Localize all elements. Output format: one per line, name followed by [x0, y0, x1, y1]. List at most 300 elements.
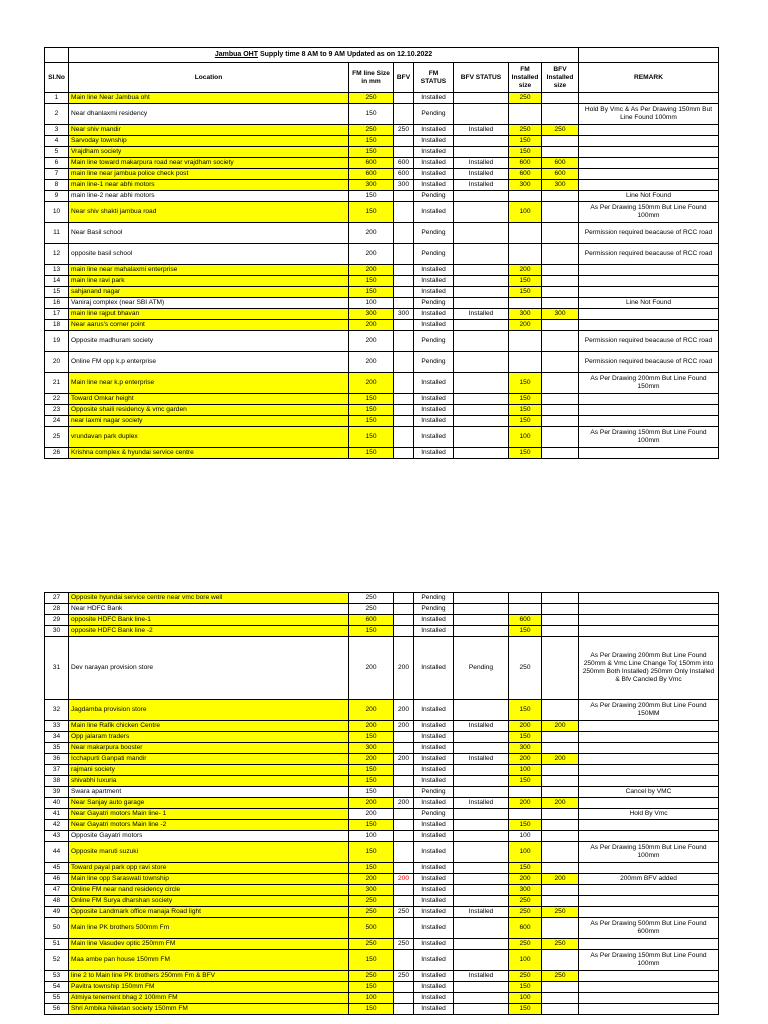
cell-remark — [579, 136, 719, 147]
cell-bfv-installed-size — [542, 765, 579, 776]
cell-fm-installed-size: 600 — [509, 918, 542, 939]
cell-location: Near aarus's corner point — [69, 320, 349, 331]
cell-bfv — [394, 863, 414, 874]
cell-slno: 4 — [45, 136, 69, 147]
cell-fm-status: Pending — [414, 593, 454, 604]
cell-remark — [579, 615, 719, 626]
header-remark: REMARK — [579, 63, 719, 93]
cell-remark — [579, 820, 719, 831]
cell-remark: Permission required beacause of RCC road — [579, 223, 719, 244]
cell-location: opposite HDFC Bank line-1 — [69, 615, 349, 626]
cell-fm-installed-size: 200 — [509, 320, 542, 331]
cell-bfv: 250 — [394, 939, 414, 950]
cell-slno: 26 — [45, 448, 69, 459]
cell-fm-line-size: 300 — [349, 309, 394, 320]
cell-fm-line-size: 200 — [349, 809, 394, 820]
cell-bfv-installed-size — [542, 820, 579, 831]
cell-location: Main line Vasudev optic 250mm FM — [69, 939, 349, 950]
cell-bfv — [394, 352, 414, 373]
cell-fm-installed-size — [509, 104, 542, 125]
cell-bfv — [394, 104, 414, 125]
cell-fm-installed-size: 200 — [509, 798, 542, 809]
cell-slno: 45 — [45, 863, 69, 874]
cell-bfv-status — [454, 626, 509, 637]
cell-fm-installed-size: 150 — [509, 700, 542, 721]
cell-remark — [579, 896, 719, 907]
cell-slno: 30 — [45, 626, 69, 637]
cell-fm-line-size: 250 — [349, 125, 394, 136]
cell-fm-status: Installed — [414, 732, 454, 743]
cell-bfv-installed-size — [542, 896, 579, 907]
cell-bfv — [394, 276, 414, 287]
cell-location: Opposite Gayatri motors — [69, 831, 349, 842]
cell-fm-status: Installed — [414, 993, 454, 1004]
cell-fm-status: Installed — [414, 896, 454, 907]
table-row — [45, 798, 719, 809]
cell-fm-line-size: 150 — [349, 416, 394, 427]
cell-location: Near makarpura booster — [69, 743, 349, 754]
cell-bfv-installed-size — [542, 604, 579, 615]
cell-fm-installed-size: 300 — [509, 743, 542, 754]
cell-slno: 55 — [45, 993, 69, 1004]
cell-bfv-status — [454, 416, 509, 427]
cell-fm-installed-size: 150 — [509, 147, 542, 158]
cell-bfv — [394, 765, 414, 776]
cell-slno: 32 — [45, 700, 69, 721]
cell-fm-line-size: 200 — [349, 874, 394, 885]
cell-fm-line-size: 600 — [349, 158, 394, 169]
title-rest: Supply time 8 AM to 9 AM Updated as on 12.10.2022 — [258, 51, 433, 58]
cell-bfv-status — [454, 265, 509, 276]
cell-bfv-status — [454, 776, 509, 787]
cell-fm-line-size: 150 — [349, 982, 394, 993]
cell-fm-line-size: 250 — [349, 896, 394, 907]
cell-bfv — [394, 427, 414, 448]
cell-slno: 5 — [45, 147, 69, 158]
cell-fm-status: Installed — [414, 721, 454, 732]
cell-bfv — [394, 331, 414, 352]
cell-bfv: 600 — [394, 169, 414, 180]
cell-bfv-installed-size — [542, 394, 579, 405]
cell-bfv — [394, 842, 414, 863]
cell-bfv-installed-size: 600 — [542, 169, 579, 180]
cell-bfv-status — [454, 820, 509, 831]
cell-location: Icchapurti Ganpati mandir — [69, 754, 349, 765]
cell-remark — [579, 158, 719, 169]
cell-location: sahjanand nagar — [69, 287, 349, 298]
cell-bfv-installed-size — [542, 626, 579, 637]
cell-fm-line-size: 150 — [349, 287, 394, 298]
cell-fm-line-size: 250 — [349, 93, 394, 104]
cell-fm-installed-size: 150 — [509, 394, 542, 405]
cell-bfv-installed-size: 200 — [542, 754, 579, 765]
title-prefix: Jambua OHT — [214, 51, 259, 58]
table-row — [45, 721, 719, 732]
cell-bfv-status: Installed — [454, 158, 509, 169]
cell-fm-line-size: 150 — [349, 405, 394, 416]
cell-remark — [579, 798, 719, 809]
cell-bfv: 300 — [394, 180, 414, 191]
table-row — [45, 416, 719, 427]
cell-location: Near HDFC Bank — [69, 604, 349, 615]
cell-fm-installed-size — [509, 244, 542, 265]
cell-fm-status: Installed — [414, 885, 454, 896]
cell-bfv-installed-size — [542, 831, 579, 842]
cell-remark — [579, 287, 719, 298]
cell-location: main line near mahalaxmi enterprise — [69, 265, 349, 276]
cell-location: Opposite Landmark office manaja Road light — [69, 907, 349, 918]
cell-slno: 34 — [45, 732, 69, 743]
table-row — [45, 971, 719, 982]
cell-bfv-installed-size: 250 — [542, 971, 579, 982]
cell-bfv-status: Pending — [454, 637, 509, 700]
cell-fm-status: Installed — [414, 765, 454, 776]
cell-fm-installed-size: 150 — [509, 287, 542, 298]
cell-location: Toward Omkar height — [69, 394, 349, 405]
table-row — [45, 448, 719, 459]
cell-fm-status: Installed — [414, 169, 454, 180]
cell-slno: 16 — [45, 298, 69, 309]
cell-fm-line-size: 150 — [349, 136, 394, 147]
table-row — [45, 147, 719, 158]
cell-location: Near Sanjay auto garage — [69, 798, 349, 809]
cell-remark: As Per Drawing 500mm But Line Found 600mm — [579, 918, 719, 939]
table-row — [45, 874, 719, 885]
cell-fm-installed-size: 600 — [509, 615, 542, 626]
cell-bfv-status: Installed — [454, 125, 509, 136]
cell-fm-installed-size: 600 — [509, 169, 542, 180]
cell-fm-status: Installed — [414, 842, 454, 863]
cell-bfv — [394, 743, 414, 754]
cell-location: main line ravi park — [69, 276, 349, 287]
cell-fm-line-size: 300 — [349, 885, 394, 896]
table-row — [45, 244, 719, 265]
cell-slno: 56 — [45, 1004, 69, 1015]
cell-fm-line-size: 150 — [349, 776, 394, 787]
cell-location: Near Gayatri motors Main line -2 — [69, 820, 349, 831]
cell-fm-status: Installed — [414, 615, 454, 626]
cell-bfv — [394, 732, 414, 743]
cell-slno: 29 — [45, 615, 69, 626]
cell-fm-line-size: 200 — [349, 798, 394, 809]
cell-slno: 21 — [45, 373, 69, 394]
table-row — [45, 604, 719, 615]
cell-bfv-status — [454, 993, 509, 1004]
cell-fm-status: Installed — [414, 874, 454, 885]
cell-fm-line-size: 100 — [349, 831, 394, 842]
cell-location: Online FM Surya dharshan society — [69, 896, 349, 907]
cell-bfv-installed-size — [542, 93, 579, 104]
cell-slno: 48 — [45, 896, 69, 907]
table-row — [45, 93, 719, 104]
cell-fm-line-size: 250 — [349, 593, 394, 604]
cell-remark — [579, 939, 719, 950]
header-location: Location — [69, 63, 349, 93]
cell-fm-line-size: 250 — [349, 907, 394, 918]
cell-slno: 11 — [45, 223, 69, 244]
cell-location: main line-2 near abhi motors — [69, 191, 349, 202]
cell-fm-line-size: 300 — [349, 743, 394, 754]
cell-bfv — [394, 191, 414, 202]
cell-fm-installed-size — [509, 593, 542, 604]
cell-fm-installed-size: 250 — [509, 907, 542, 918]
cell-fm-installed-size: 150 — [509, 863, 542, 874]
cell-bfv-installed-size — [542, 993, 579, 1004]
cell-fm-line-size: 200 — [349, 754, 394, 765]
cell-bfv-status — [454, 394, 509, 405]
cell-fm-line-size: 250 — [349, 971, 394, 982]
cell-fm-status: Installed — [414, 1004, 454, 1015]
cell-fm-installed-size: 150 — [509, 982, 542, 993]
cell-fm-status: Installed — [414, 700, 454, 721]
cell-location: Maa ambe pan house 150mm FM — [69, 950, 349, 971]
cell-bfv-status — [454, 863, 509, 874]
cell-fm-installed-size: 150 — [509, 405, 542, 416]
cell-bfv-status — [454, 202, 509, 223]
cell-slno: 7 — [45, 169, 69, 180]
cell-fm-status: Installed — [414, 448, 454, 459]
cell-bfv: 200 — [394, 798, 414, 809]
cell-bfv-status — [454, 604, 509, 615]
cell-fm-status: Pending — [414, 104, 454, 125]
cell-location: rajmani society — [69, 765, 349, 776]
cell-fm-status: Installed — [414, 125, 454, 136]
table-row — [45, 352, 719, 373]
cell-location: main line near jambua police check post — [69, 169, 349, 180]
cell-bfv-status: Installed — [454, 309, 509, 320]
cell-bfv-status — [454, 136, 509, 147]
cell-slno: 44 — [45, 842, 69, 863]
cell-bfv-installed-size: 600 — [542, 158, 579, 169]
cell-remark — [579, 265, 719, 276]
cell-fm-installed-size: 150 — [509, 373, 542, 394]
table-row — [45, 180, 719, 191]
table-row — [45, 993, 719, 1004]
cell-location: Sarvoday township — [69, 136, 349, 147]
cell-fm-line-size: 150 — [349, 820, 394, 831]
cell-remark: Permission required beacause of RCC road — [579, 352, 719, 373]
cell-bfv-status — [454, 982, 509, 993]
cell-fm-line-size: 150 — [349, 765, 394, 776]
header-row — [45, 63, 719, 93]
table-row — [45, 637, 719, 700]
cell-bfv-status — [454, 427, 509, 448]
cell-bfv-status: Installed — [454, 907, 509, 918]
cell-location: Main line PK brothers 500mm Fm — [69, 918, 349, 939]
cell-fm-status: Pending — [414, 787, 454, 798]
cell-bfv — [394, 615, 414, 626]
cell-location: Near Basil school — [69, 223, 349, 244]
table-row — [45, 394, 719, 405]
cell-fm-line-size: 200 — [349, 373, 394, 394]
cell-fm-status: Installed — [414, 405, 454, 416]
cell-fm-status: Installed — [414, 394, 454, 405]
table-row — [45, 787, 719, 798]
cell-fm-line-size: 150 — [349, 842, 394, 863]
cell-fm-status: Installed — [414, 136, 454, 147]
cell-location: Near Gayatri motors Main line- 1 — [69, 809, 349, 820]
cell-bfv-status — [454, 842, 509, 863]
cell-fm-installed-size: 200 — [509, 265, 542, 276]
cell-bfv: 200 — [394, 754, 414, 765]
cell-fm-installed-size — [509, 191, 542, 202]
cell-slno: 52 — [45, 950, 69, 971]
cell-bfv — [394, 448, 414, 459]
table-row — [45, 885, 719, 896]
cell-location: Opposite shaili residency & vmc garden — [69, 405, 349, 416]
table-row — [45, 743, 719, 754]
cell-bfv-installed-size — [542, 373, 579, 394]
cell-bfv-status — [454, 405, 509, 416]
cell-bfv-status — [454, 939, 509, 950]
cell-remark — [579, 180, 719, 191]
cell-fm-line-size: 250 — [349, 604, 394, 615]
cell-bfv — [394, 787, 414, 798]
cell-bfv-installed-size: 250 — [542, 125, 579, 136]
table-row — [45, 427, 719, 448]
cell-remark: Permission required beacause of RCC road — [579, 244, 719, 265]
cell-fm-line-size: 150 — [349, 863, 394, 874]
cell-slno: 31 — [45, 637, 69, 700]
cell-remark — [579, 147, 719, 158]
cell-fm-line-size: 150 — [349, 191, 394, 202]
cell-fm-status: Installed — [414, 918, 454, 939]
cell-location: Online FM near nand residency circle — [69, 885, 349, 896]
table-row — [45, 863, 719, 874]
cell-bfv-installed-size — [542, 298, 579, 309]
cell-fm-status: Installed — [414, 754, 454, 765]
cell-location: Main line Near Jambua oht — [69, 93, 349, 104]
cell-fm-line-size: 100 — [349, 993, 394, 1004]
cell-bfv-status — [454, 732, 509, 743]
cell-slno: 39 — [45, 787, 69, 798]
cell-remark — [579, 169, 719, 180]
cell-fm-status: Installed — [414, 971, 454, 982]
cell-bfv-installed-size: 250 — [542, 907, 579, 918]
cell-location: opposite basil school — [69, 244, 349, 265]
cell-bfv-installed-size — [542, 809, 579, 820]
cell-fm-status: Installed — [414, 309, 454, 320]
cell-location: Opposite hyundai service centre near vmc bore well — [69, 593, 349, 604]
cell-location: Opposite madhuram society — [69, 331, 349, 352]
cell-fm-installed-size: 200 — [509, 874, 542, 885]
cell-fm-status: Installed — [414, 798, 454, 809]
cell-bfv-installed-size — [542, 191, 579, 202]
cell-fm-installed-size — [509, 809, 542, 820]
cell-bfv — [394, 820, 414, 831]
table-row — [45, 298, 719, 309]
cell-fm-status: Installed — [414, 276, 454, 287]
table-row — [45, 320, 719, 331]
cell-fm-installed-size — [509, 787, 542, 798]
cell-fm-installed-size — [509, 352, 542, 373]
cell-location: Main line opp Saraswati township — [69, 874, 349, 885]
cell-fm-installed-size: 250 — [509, 93, 542, 104]
cell-remark — [579, 754, 719, 765]
cell-bfv: 200 — [394, 721, 414, 732]
table-row — [45, 1004, 719, 1015]
cell-slno: 10 — [45, 202, 69, 223]
table-row — [45, 276, 719, 287]
cell-remark — [579, 776, 719, 787]
cell-slno: 27 — [45, 593, 69, 604]
table-row — [45, 918, 719, 939]
cell-bfv-status — [454, 93, 509, 104]
cell-bfv-installed-size — [542, 732, 579, 743]
cell-fm-installed-size: 150 — [509, 276, 542, 287]
cell-bfv-status — [454, 809, 509, 820]
cell-location: line 2 to Main line PK brothers 250mm Fm & BFV — [69, 971, 349, 982]
cell-fm-installed-size: 100 — [509, 842, 542, 863]
cell-bfv-status — [454, 885, 509, 896]
cell-bfv-status — [454, 874, 509, 885]
cell-fm-status: Installed — [414, 93, 454, 104]
cell-fm-installed-size: 150 — [509, 626, 542, 637]
cell-bfv-installed-size — [542, 593, 579, 604]
cell-bfv-installed-size — [542, 885, 579, 896]
table-row — [45, 223, 719, 244]
cell-bfv-status — [454, 896, 509, 907]
cell-location: Near dhanlaxmi residency — [69, 104, 349, 125]
cell-bfv: 200 — [394, 874, 414, 885]
cell-slno: 49 — [45, 907, 69, 918]
cell-fm-status: Installed — [414, 373, 454, 394]
cell-fm-installed-size: 100 — [509, 831, 542, 842]
cell-fm-status: Installed — [414, 202, 454, 223]
cell-remark — [579, 743, 719, 754]
cell-bfv-installed-size — [542, 331, 579, 352]
cell-fm-line-size: 150 — [349, 626, 394, 637]
cell-bfv-status — [454, 223, 509, 244]
cell-fm-status: Pending — [414, 604, 454, 615]
cell-bfv-installed-size — [542, 700, 579, 721]
cell-fm-installed-size: 150 — [509, 136, 542, 147]
cell-bfv-installed-size — [542, 244, 579, 265]
cell-slno: 47 — [45, 885, 69, 896]
cell-location: Opp jalaram traders — [69, 732, 349, 743]
cell-fm-installed-size: 250 — [509, 971, 542, 982]
table-row — [45, 202, 719, 223]
cell-fm-status: Installed — [414, 180, 454, 191]
cell-bfv-installed-size — [542, 147, 579, 158]
cell-fm-line-size: 600 — [349, 169, 394, 180]
cell-location: Vrajdham society — [69, 147, 349, 158]
cell-slno: 38 — [45, 776, 69, 787]
header-fm-line-size: FM line Size in mm — [349, 63, 394, 93]
table-row — [45, 169, 719, 180]
cell-fm-status: Installed — [414, 637, 454, 700]
cell-fm-installed-size: 150 — [509, 820, 542, 831]
cell-location: Toward payal park opp ravi store — [69, 863, 349, 874]
cell-bfv-installed-size — [542, 776, 579, 787]
cell-bfv-status — [454, 244, 509, 265]
cell-bfv-status — [454, 593, 509, 604]
cell-fm-line-size: 200 — [349, 721, 394, 732]
cell-bfv — [394, 394, 414, 405]
cell-location: opposite HDFC Bank line -2 — [69, 626, 349, 637]
cell-remark: As Per Drawing 150mm But Line Found 100mm — [579, 427, 719, 448]
cell-bfv: 600 — [394, 158, 414, 169]
cell-remark — [579, 885, 719, 896]
cell-slno: 41 — [45, 809, 69, 820]
cell-fm-status: Installed — [414, 950, 454, 971]
cell-bfv-installed-size — [542, 427, 579, 448]
cell-slno: 24 — [45, 416, 69, 427]
cell-bfv-status — [454, 331, 509, 352]
cell-fm-installed-size — [509, 223, 542, 244]
table-row — [45, 104, 719, 125]
cell-fm-status: Installed — [414, 416, 454, 427]
